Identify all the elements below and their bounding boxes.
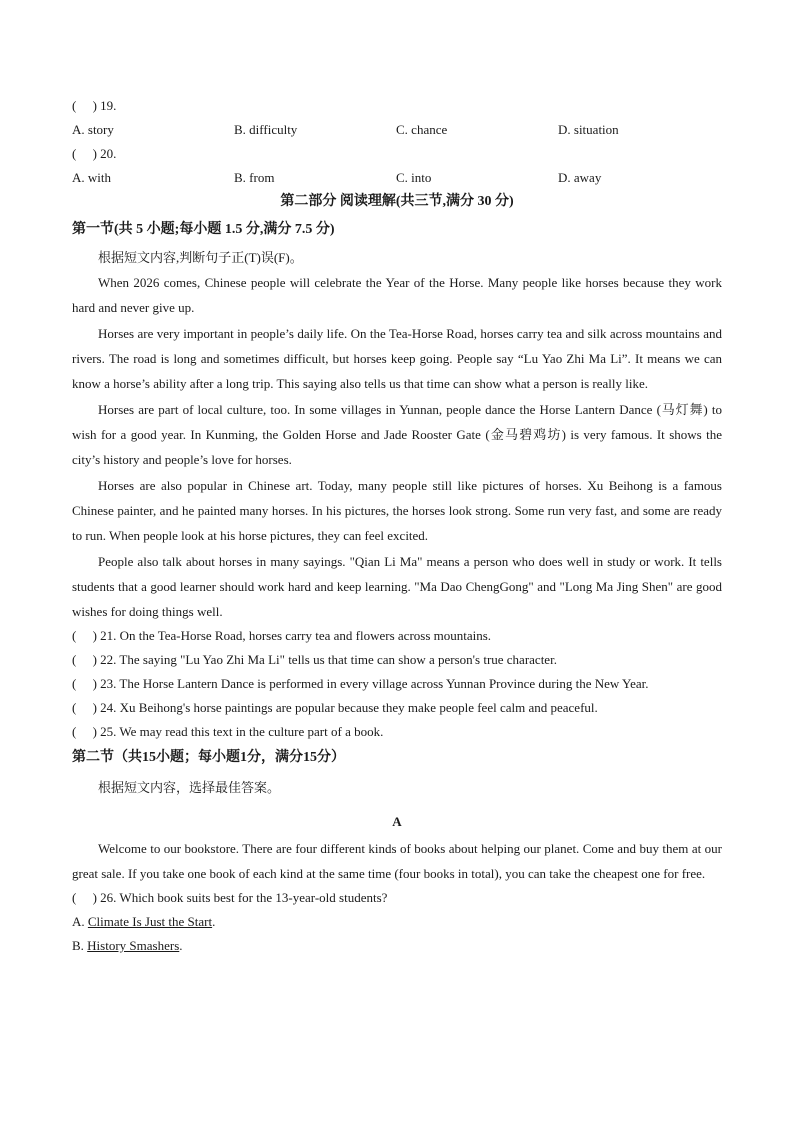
section-one-title: 第一节(共 5 小题;每小题 1.5 分,满分 7.5 分) — [72, 222, 335, 237]
book-title-history: History Smashers — [87, 938, 180, 953]
section-two-title: 第二节（共15小题；每小题1分，满分15分） — [72, 750, 345, 765]
option-prefix: B. — [72, 938, 88, 953]
exam-page — [72, 94, 722, 958]
question-19-options — [72, 118, 722, 142]
passage-paragraph: Horses are part of local culture, too. In some villages in Yunnan, people dance the Horse Lantern Dance (马灯舞) to wish for a good year. In Kunming, the Golden Horse and Jade Rooster Gate (金马碧鸡坊) is very famous. It shows the city’s history and people’s love for horses. — [72, 402, 722, 467]
question-26-option-a — [72, 910, 722, 934]
passage-a-paragraph: Welcome to our bookstore. There are four different kinds of books about helping our planet. Come and buy them at our great sale. If you take one book of each kind at the same time (four books in total), you can take the cheapest one for free. — [72, 841, 722, 881]
section-one-instruction: 根据短文内容,判断句子正(T)误(F)。 — [98, 250, 303, 265]
section-two-instruction: 根据短文内容，选择最佳答案。 — [98, 780, 281, 795]
tf-question-25: ( ) 25. We may read this text in the culture part of a book. — [72, 724, 384, 739]
period: . — [179, 938, 183, 953]
passage-paragraph: When 2026 comes, Chinese people will celebrate the Year of the Horse. Many people like horses because they work hard and never give up. — [72, 275, 722, 315]
tf-question-23: ( ) 23. The Horse Lantern Dance is performed in every village across Yunnan Province during the New Year. — [72, 676, 649, 691]
option-20-c: C. into — [396, 170, 432, 185]
passage-a-label: A — [392, 814, 402, 829]
part-two-title: 第二部分 阅读理解(共三节,满分 30 分) — [280, 194, 514, 209]
option-20-a: A. with — [72, 170, 111, 185]
passage-paragraph: Horses are very important in people’s daily life. On the Tea-Horse Road, horses carry tea and silk across mountains and rivers. The road is long and sometimes difficult, but horses keep going. People say “Lu Yao Zhi Ma Li”. It means we can know a horse’s ability after a long trip. This saying also tells us that time can show what a person is really like. — [72, 326, 722, 391]
tf-question-21: ( ) 21. On the Tea-Horse Road, horses carry tea and flowers across mountains. — [72, 628, 492, 643]
book-title-climate: Climate Is Just the Start — [87, 914, 213, 929]
passage-paragraph: Horses are also popular in Chinese art. Today, many people still like pictures of horses. Xu Beihong is a famous Chinese painter, and he painted many horses. In his pictures, the horses look strong. Some run very fast, and some are ready to run. When people look at his horse pictures, they can feel excited. — [72, 478, 722, 543]
tf-question-22: ( ) 22. The saying "Lu Yao Zhi Ma Li" tells us that time can show a person's true character. — [72, 652, 557, 667]
tf-question-24: ( ) 24. Xu Beihong's horse paintings are popular because they make people feel calm and peaceful. — [72, 700, 598, 715]
question-26-stem: ( ) 26. Which book suits best for the 13-year-old students? — [72, 890, 388, 905]
period: . — [212, 914, 216, 929]
question-20-stem: ( ) 20. — [72, 146, 117, 161]
option-prefix: A. — [72, 914, 88, 929]
option-20-b: B. from — [234, 170, 275, 185]
option-19-c: C. chance — [396, 122, 448, 137]
option-19-b: B. difficulty — [234, 122, 298, 137]
question-20-options — [72, 166, 722, 190]
option-19-d: D. situation — [558, 122, 619, 137]
passage-paragraph: People also talk about horses in many sayings. "Qian Li Ma" means a person who does well in study or work. It tells students that a good learner should work hard and keep learning. "Ma Dao ChengGong" and "Long Ma Jing Shen" are good wishes for doing things well. — [72, 554, 722, 619]
option-20-d: D. away — [558, 170, 602, 185]
option-19-a: A. story — [72, 122, 114, 137]
question-26-option-b — [72, 934, 722, 958]
question-19-stem: ( ) 19. — [72, 98, 117, 113]
